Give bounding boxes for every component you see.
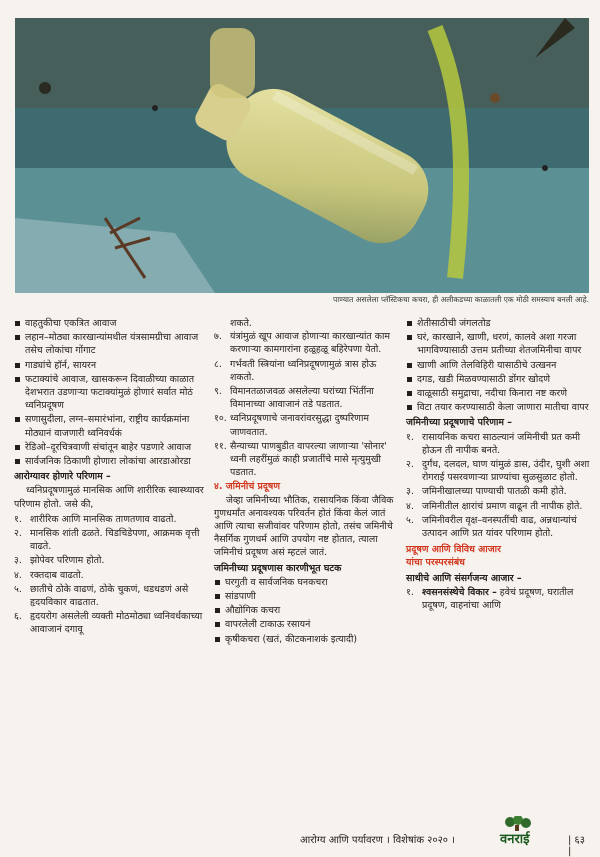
item-text: सैन्याच्या पाणबुडीत वापरल्या जाणाऱ्या 'सोनार' ध्वनी लहरींमुळं काही प्रजातींचे मासे मृत्युमुखी पडतात. [230, 440, 387, 479]
infectious-diseases-heading: साथीचे आणि संसर्गजन्य आजार – [406, 572, 522, 584]
soil-pollution-effects-heading: जमिनीच्या प्रदूषणाचे परिणाम – [406, 417, 512, 429]
item-text: दुर्गंध, दलदल, घाण यांमुळं डास, उंदीर, घुशी अशा रोगराई पसरवणाऱ्या प्राण्यांचा सुळसुळाट होतो. [422, 459, 590, 484]
item-text: छातीचे ठोके वाढणं, ठोके चुकणं, धडधडणं असे हृदयविकार वाढतात. [30, 583, 189, 609]
item-text: रक्तदाब वाढतो. [30, 569, 84, 581]
list-item: शेतीसाठीची जंगलतोड [406, 317, 591, 330]
list-item: वापरलेली टाकाऊ रसायनं [214, 618, 398, 631]
list-item [14, 554, 204, 567]
photo-caption: पाण्यात असलेला प्लॅस्टिकचा कचरा, ही अलीकडच्या काळातली एक मोठी समस्याच बनली आहे. [332, 295, 589, 304]
item-text: जमिनीवरील वृक्ष–वनस्पतींची वाढ, अन्नधान्यांचं उत्पादन आणि प्रत यांवर परिणाम होतो. [422, 514, 577, 540]
item-text: जमिनीतील क्षारांचं प्रमाण वाढून ती नापीक होते. [422, 500, 583, 512]
soil-pollution-causes-list [214, 576, 398, 646]
paragraph: जेव्हा जमिनीच्या भौतिक, रासायनिक किंवा जैविक गुणधर्मांत अनावश्यक परिवर्तन होतं किंवा केलं जातं आणि त्याचा सजीवांवर परिणाम होतो, तसंच जमिनीचे नैसर्गिक गुणधर्म आणि उपयोग नष्ट होतात, त्याला जमिनीचं प्रदूषण असं म्हटलं जातं. [214, 494, 394, 559]
soil-pollution-causes-heading: जमिनीच्या प्रदूषणास कारणीभूत घटक [214, 562, 342, 574]
item-number: ११. [214, 440, 227, 452]
item-text: हवेचं प्रदूषण, घरातील प्रदूषण, वाहनांचा आणि [422, 586, 574, 612]
item-number: ८. [214, 358, 222, 370]
list-item [14, 527, 204, 553]
noise-sources-list [14, 317, 204, 468]
item-number: १. [14, 513, 22, 525]
item-number: ५. [406, 514, 414, 526]
item-number: ३. [14, 555, 22, 567]
health-effects-heading: आरोग्यावर होणारे परिणाम – [14, 471, 111, 483]
item-text: मानसिक शांती ढळते. चिडचिडेपणा, आक्रमक वृत्ती वाढते. [30, 528, 200, 553]
item-number: ३. [406, 486, 414, 498]
list-item [14, 610, 204, 636]
section-heading-pollution-diseases: प्रदूषण आणि विविध आजार [406, 544, 501, 556]
list-item [214, 330, 398, 356]
tree-icon [496, 816, 554, 846]
list-item [214, 358, 398, 384]
soil-pollution-causes-list-continued [406, 317, 591, 414]
list-item [406, 586, 591, 612]
item-number: १. [406, 431, 414, 443]
infectious-diseases-list [406, 586, 591, 612]
item-number: ४. [14, 569, 22, 581]
soil-pollution-effects-list [406, 431, 591, 541]
plastic-waste-photo [15, 18, 589, 293]
list-item: फटाक्यांचे आवाज, खासकरून दिवाळीच्या काळात देशभरात उडणाऱ्या फटाक्यांमुळं होणारं सर्वात मोठं ध्वनिप्रदूषण [14, 373, 204, 413]
column-1 [14, 317, 204, 638]
item-text: हृदयरोग असलेली व्यक्ती मोठमोठ्या ध्वनिवर्धकाच्या आवाजानं दगावू [30, 611, 203, 636]
column-3 [406, 317, 591, 613]
item-number: १. [406, 586, 414, 598]
list-item [406, 514, 591, 540]
list-item: विटा तयार करण्यासाठी केला जाणारा मातीचा वापर [406, 401, 591, 414]
page-footer [300, 826, 590, 857]
continued-text: शकते. [230, 318, 252, 329]
item-number: २. [406, 459, 414, 471]
list-item [406, 485, 591, 498]
health-effects-list-continued [214, 330, 398, 479]
list-item: औद्योगिक कचरा [214, 604, 398, 617]
vanrai-logo [496, 816, 554, 846]
list-item [14, 513, 204, 526]
item-text: रासायनिक कचरा साठल्यानं जमिनीची प्रत कमी होऊन ती नापीक बनते. [422, 431, 581, 456]
list-item: वाहतुकीचा एकत्रित आवाज [14, 317, 204, 330]
item-text: जमिनीखालच्या पाण्याची पातळी कमी होते. [422, 486, 567, 498]
item-number: ५. [14, 583, 22, 595]
list-item: रेडिओ–दूरचित्रवाणी संचांतून बाहेर पडणारे आवाज [14, 441, 204, 454]
footer-text: आरोग्य आणि पर्यावरण । विशेषांक २०२० । [300, 835, 455, 846]
list-item: दगड, खडी मिळवण्यासाठी डोंगर खोदणे [406, 373, 591, 386]
item-text: गर्भवती स्त्रियांना ध्वनिप्रदूषणामुळं त्रास होऊ शकतो. [230, 358, 377, 383]
item-bold-term: श्वसनसंस्थेचे विकार – [422, 586, 497, 598]
list-item [406, 500, 591, 513]
list-item [14, 583, 204, 609]
list-item: वाळूसाठी समुद्राचा, नदीचा किनारा नष्ट करणे [406, 387, 591, 400]
list-item: घरं, कारखाने, खाणी, धरणं, कालवे अशा गरजा भागविण्यासाठी उत्तम प्रतीच्या शेतजमिनीचा वापर [406, 331, 591, 357]
section-heading-soil-pollution: ४. जमिनीचं प्रदूषण [214, 481, 281, 493]
list-item [214, 385, 398, 411]
list-item: सार्वजनिक ठिकाणी होणारा लोकांचा आरडाओरडा [14, 455, 204, 468]
item-number: ७. [214, 331, 222, 343]
item-number: ६. [14, 611, 22, 623]
list-item: लहान–मोठ्या कारखान्यांमधील यंत्रसामग्रीचा आवाज तसेच लोकांचा गोंगाट [14, 331, 204, 357]
health-effects-list [14, 513, 204, 637]
item-text: विमानतळाजवळ असलेल्या घरांच्या भिंतींना विमानाच्या आवाजानं तडे पडतात. [230, 386, 374, 411]
item-number: १०. [214, 413, 227, 425]
item-text: झोपेवर परिणाम होतो. [30, 555, 105, 567]
item-text: यंत्रांमुळं खूप आवाज होणाऱ्या कारखान्यांत काम करणाऱ्या कामगारांना हळूहळू बहिरेपणा येतो. [230, 331, 390, 356]
item-number: २. [14, 528, 22, 540]
column-2 [214, 317, 398, 647]
list-item: सणासुदीला, लग्न–समारंभांना, राष्ट्रीय कार्यक्रमांना मोठ्यानं वाजणारी ध्वनिवर्धकं [14, 413, 204, 439]
list-item: गाड्यांचे हॉर्न, सायरन [14, 359, 204, 372]
list-item [214, 440, 398, 480]
list-item [406, 458, 591, 484]
list-item: घरगुती व सार्वजनिक घनकचरा [214, 576, 398, 589]
list-item: सांडपाणी [214, 590, 398, 603]
list-item [406, 431, 591, 457]
item-number: ९. [214, 386, 222, 398]
paragraph: ध्वनिप्रदूषणामुळं मानसिक आणि शारीरिक स्वास्थ्यावर परिणाम होतो. जसे की, [14, 485, 204, 510]
item-number: ४. [406, 500, 414, 512]
logo-text: वनराई [500, 832, 530, 846]
list-item: कृषीकचरा (खतं, कीटकनाशकं इत्यादी) [214, 633, 398, 646]
item-text: ध्वनिप्रदूषणाचे जनावरांवरसुद्धा दुष्परिणाम जाणवतात. [230, 413, 369, 438]
list-item [214, 412, 398, 438]
item-text: शारीरिक आणि मानसिक ताणतणाव वाढतो. [30, 513, 177, 525]
section-heading-pollution-diseases-line2: यांचा परस्परसंबंध [406, 557, 465, 569]
page-number: | ६३ | [568, 835, 585, 857]
list-item: खाणी आणि तेलविहिरी यासाठीचे उत्खनन [406, 359, 591, 372]
list-item [14, 569, 204, 582]
